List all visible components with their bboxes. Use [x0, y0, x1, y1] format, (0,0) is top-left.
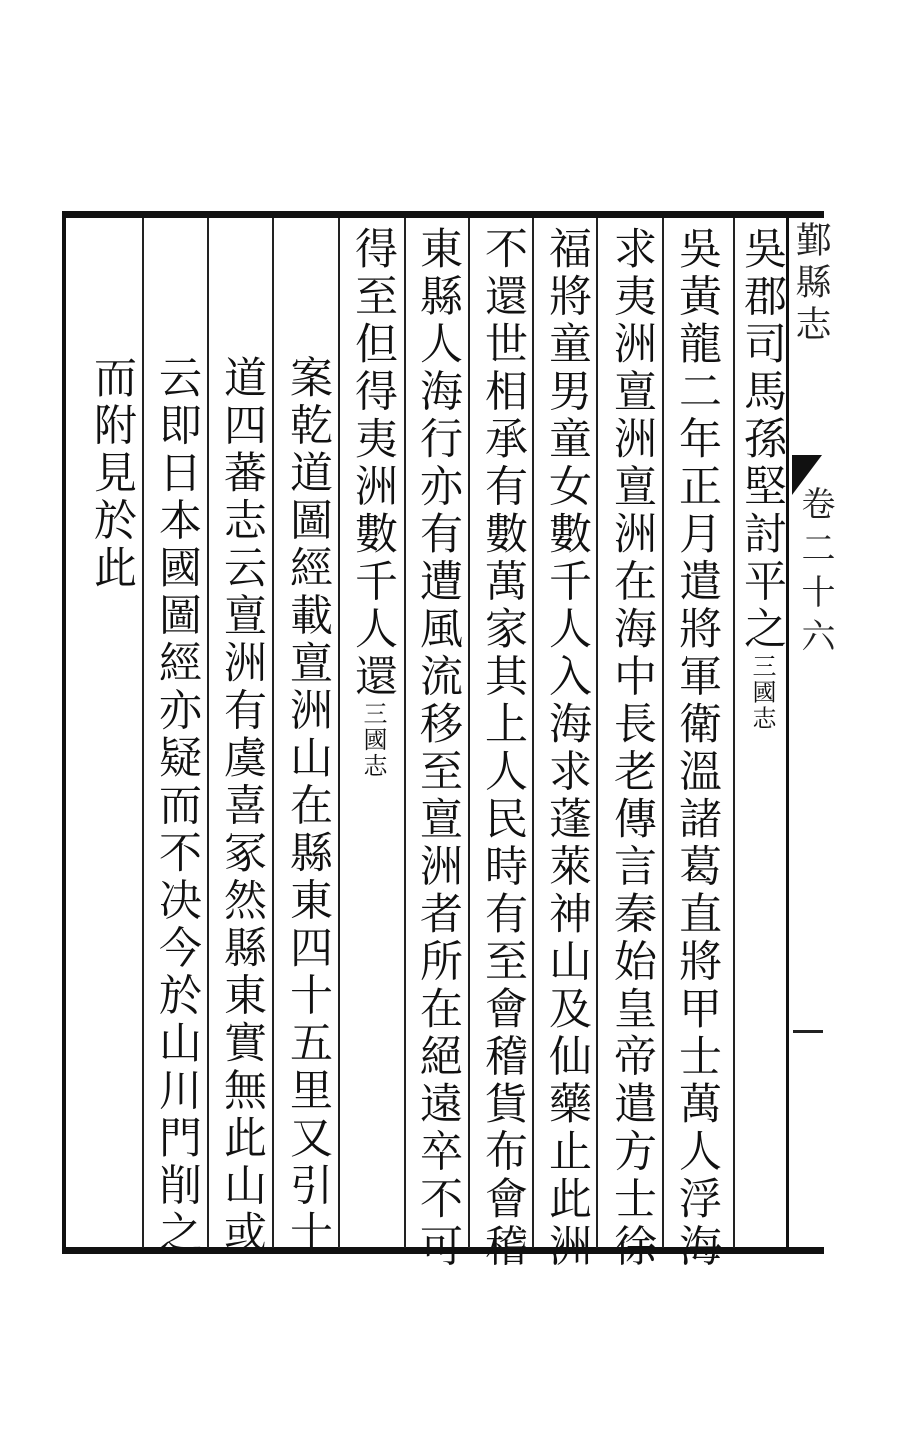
text-column-1	[736, 226, 788, 732]
text-column-10	[151, 355, 203, 1258]
column-main-text: 求夷洲亶洲亶洲在海中長老傳言秦始皇帝遣方士徐	[607, 226, 657, 1271]
column-annotation: 三國志	[359, 701, 387, 779]
column-separator	[596, 218, 598, 1248]
column-main-text: 而附見於此	[87, 355, 137, 593]
column-main-text: 云即日本國圖經亦疑而不决今於山川門削之	[152, 355, 202, 1258]
text-column-4	[541, 226, 593, 1271]
top-border-rule	[62, 211, 824, 218]
column-separator	[468, 218, 470, 1248]
column-separator	[404, 218, 406, 1248]
text-column-5	[477, 226, 529, 1271]
text-column-6	[412, 226, 464, 1271]
margin-tick-mark	[793, 1030, 823, 1033]
column-main-text: 案乾道圖經載亶洲山在縣東四十五里又引十	[283, 355, 333, 1258]
column-separator	[272, 218, 274, 1248]
column-main-text: 不還世相承有數萬家其上人民時有至會稽貨布會稽	[478, 226, 528, 1271]
column-separator	[207, 218, 209, 1248]
left-border-rule	[62, 211, 66, 1254]
text-column-3	[606, 226, 658, 1271]
column-main-text: 吳黃龍二年正月遣將軍衛溫諸葛直將甲士萬人浮海	[672, 226, 722, 1271]
column-separator	[142, 218, 144, 1248]
column-main-text: 吳郡司馬孫堅討平之	[737, 226, 787, 654]
text-column-11	[86, 355, 138, 593]
margin-volume-number: 卷二十六	[795, 486, 835, 662]
column-main-text: 東縣人海行亦有遭風流移至亶洲者所在絕遠卒不可	[413, 226, 463, 1271]
column-separator	[733, 218, 735, 1248]
column-annotation: 三國志	[748, 653, 776, 732]
column-main-text: 福將童男童女數千人入海求蓬萊神山及仙藥止此洲	[542, 226, 592, 1271]
column-main-text: 得至但得夷洲數千人還	[348, 226, 398, 701]
text-column-9	[216, 355, 268, 1258]
text-column-8	[282, 355, 334, 1258]
column-separator	[662, 218, 664, 1248]
text-column-7	[347, 226, 399, 779]
text-column-2	[671, 226, 723, 1271]
margin-book-title: 鄞縣志	[790, 221, 831, 347]
column-main-text: 道四蕃志云亶洲有虞喜冢然縣東實無此山或	[217, 355, 267, 1258]
column-separator	[338, 218, 340, 1248]
column-separator	[532, 218, 534, 1248]
